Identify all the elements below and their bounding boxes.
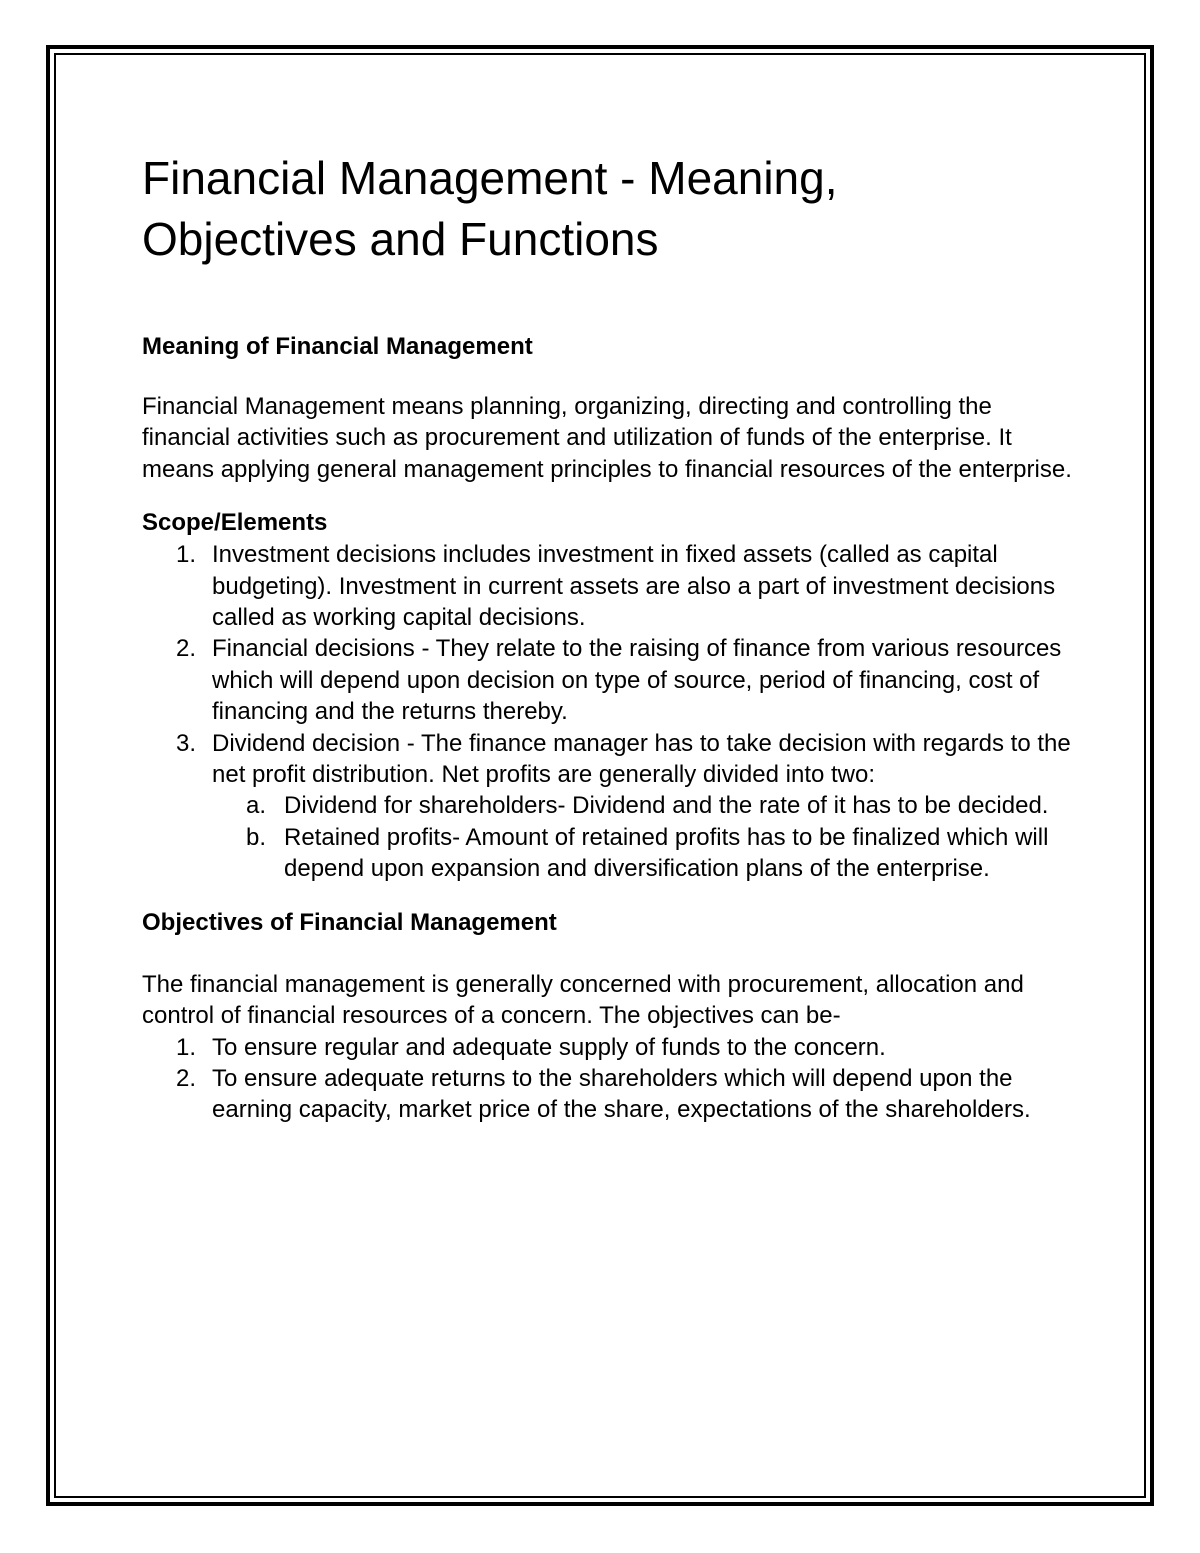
sublist-marker: b. (246, 823, 267, 851)
objectives-list (142, 1032, 1072, 1126)
sublist-item-text: Retained profits- Amount of retained profits has to be finalized which will depend upon expansion and diversification plans of the enterprise. (284, 823, 1049, 883)
list-marker: 1. (176, 541, 197, 569)
list-item-text: To ensure adequate returns to the shareholders which will depend upon the earning capacity, market price of the share, expectations of the shareholders. (212, 1064, 1031, 1124)
scope-list-item (142, 633, 1072, 727)
scope-list-item (142, 728, 1072, 885)
paragraph-objectives: The financial management is generally concerned with procurement, allocation and control of financial resources of a concern. The objectives can be- (142, 970, 1024, 1030)
list-item-text: Investment decisions includes investment in fixed assets (called as capital budgeting). Investment in current assets are also a part of investment decisions called as working capital decisions. (212, 541, 1056, 632)
sublist-item (212, 790, 1072, 821)
heading-meaning: Meaning of Financial Management (142, 333, 533, 360)
paragraph-meaning: Financial Management means planning, organizing, directing and controlling the financial activities such as procurement and utilization of funds of the enterprise. It means applying general management principles to financial resources of the enterprise. (142, 393, 1072, 483)
document-body (142, 148, 1072, 1126)
sublist-item (212, 822, 1072, 885)
list-marker: 2. (176, 1064, 197, 1092)
scope-list-item (142, 539, 1072, 633)
dividend-sublist (212, 790, 1072, 884)
objectives-list-item (142, 1032, 1072, 1063)
list-item-text: Financial decisions - They relate to the raising of finance from various resources which will depend upon decision on type of source, period of financing, cost of financing and the returns thereby. (212, 635, 1062, 726)
scope-list (142, 539, 1072, 884)
list-marker: 1. (176, 1033, 197, 1061)
list-item-text: To ensure regular and adequate supply of funds to the concern. (212, 1033, 886, 1061)
list-marker: 3. (176, 729, 197, 757)
document-title (142, 148, 1072, 270)
list-item-text: Dividend decision - The finance manager has to take decision with regards to the net profit distribution. Net profits are generally divided into two: (212, 729, 1071, 789)
heading-objectives: Objectives of Financial Management (142, 908, 557, 936)
title-line-1: Financial Management - Meaning, (142, 152, 838, 204)
sublist-item-text: Dividend for shareholders- Dividend and the rate of it has to be decided. (284, 792, 1049, 820)
title-line-2: Objectives and Functions (142, 213, 659, 265)
heading-scope: Scope/Elements (142, 509, 328, 537)
objectives-list-item (142, 1063, 1072, 1126)
list-marker: 2. (176, 635, 197, 663)
sublist-marker: a. (246, 792, 267, 820)
